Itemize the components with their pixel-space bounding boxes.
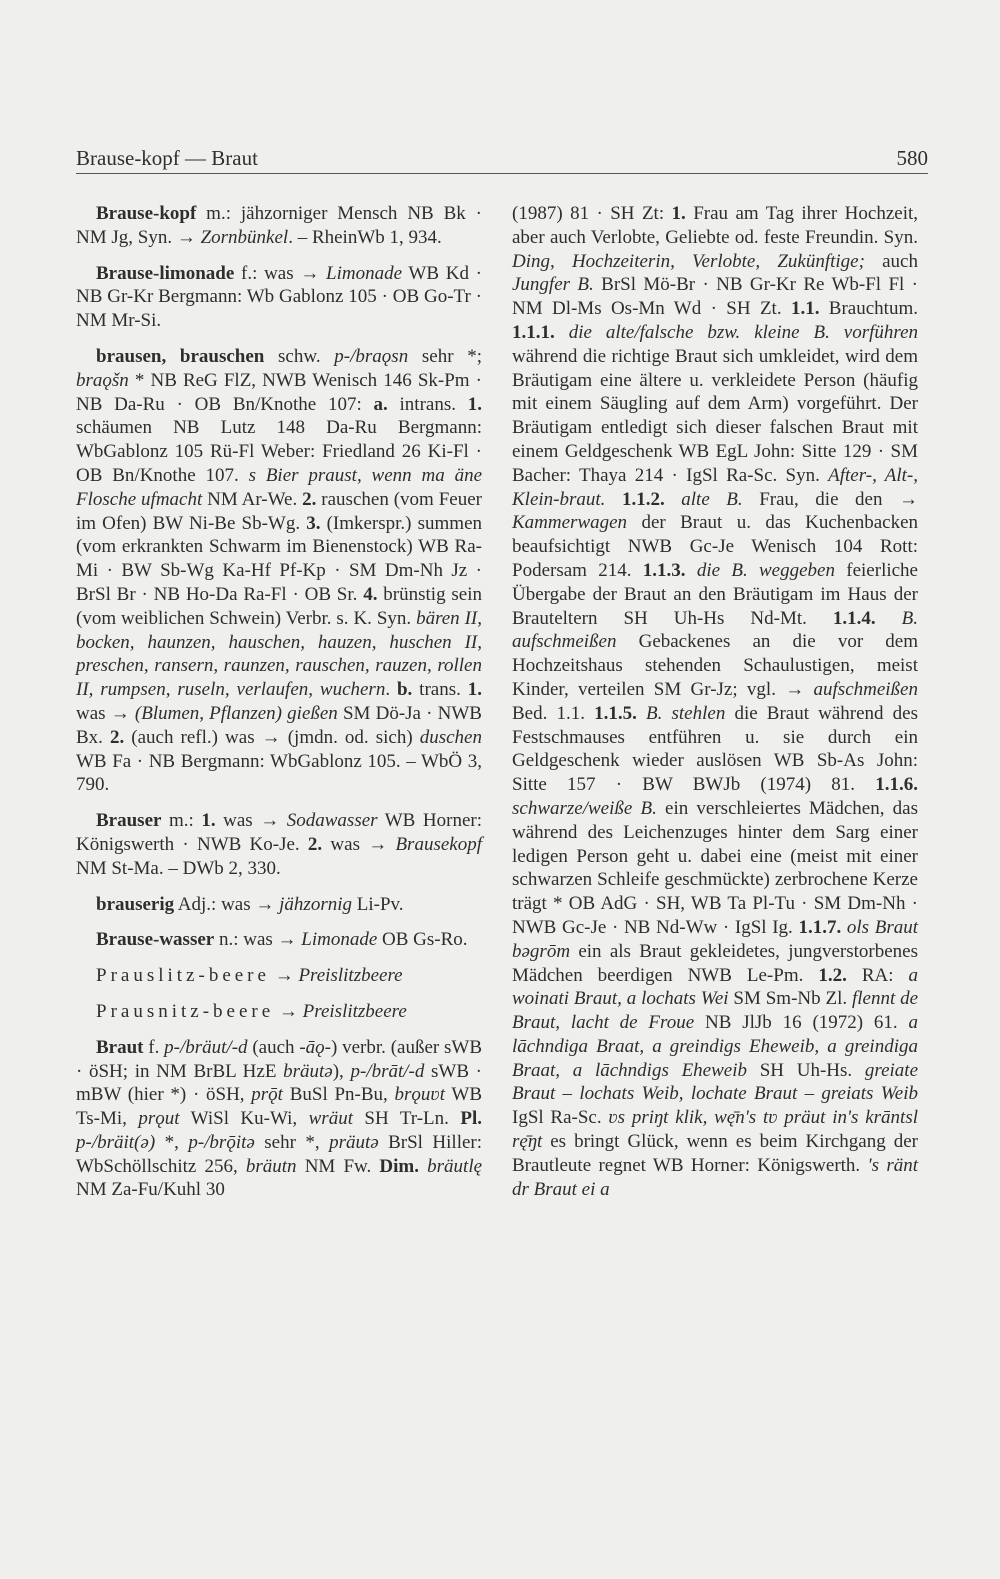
text-run: . – RheinWb 1, 934.: [288, 226, 442, 248]
text-run: feierliche Übergabe der Braut an den Bräutigam im Haus der Brauteltern SH Uh-Hs Nd-Mt.: [512, 559, 918, 629]
italic-text: greiate Braut – lochats Weib, lochate Braut – greiats Weib: [512, 1059, 919, 1105]
text-run: [605, 489, 622, 510]
italic-text: p-/braǫsn: [334, 345, 409, 367]
italic-text: die B. weggeben: [696, 559, 835, 581]
text-run: rauschen (vom Feuer im Ofen) BW Ni-Be Sb-Wg.: [76, 488, 482, 534]
text-run: [665, 489, 682, 510]
dictionary-entry: [76, 928, 482, 952]
bold-text: brauserig: [96, 893, 175, 915]
bold-text: 1.: [671, 203, 686, 224]
italic-text: B. aufschmeißen: [512, 607, 918, 653]
bold-text: Braut: [96, 1036, 144, 1058]
italic-text: wräut: [308, 1108, 353, 1130]
text-run: Prauslitz-beere: [96, 965, 270, 987]
italic-text: Limonade: [301, 929, 378, 951]
text-run: →: [269, 965, 299, 987]
bold-text: 1.: [201, 810, 216, 832]
bold-text: 1.1.3.: [642, 559, 686, 581]
page-number: 580: [896, 146, 928, 170]
text-run: SM Sm-Nb Zl.: [728, 988, 852, 1010]
text-run: auch: [864, 250, 918, 272]
italic-text: prǫut: [138, 1108, 180, 1130]
bold-text: 3.: [306, 512, 321, 534]
bold-text: 2.: [302, 488, 317, 510]
text-run: →: [274, 1000, 303, 1022]
text-run: Bed. 1.1.: [512, 702, 595, 724]
bold-text: 2.: [307, 833, 323, 855]
text-run: [686, 560, 697, 581]
text-run: m.: jähzorniger Mensch NB Bk · NM Jg, Syn. →: [76, 203, 482, 248]
text-run: [555, 322, 569, 343]
italic-text: aufschmeißen: [813, 678, 918, 700]
text-run: Frau, die den →: [742, 488, 919, 510]
text-run: [419, 1156, 427, 1177]
italic-text: alte B.: [681, 488, 743, 510]
bold-text: 1.1.1.: [512, 321, 555, 343]
italic-text: schwarze/weiße B.: [512, 797, 657, 819]
italic-text: s Bier praust, wenn ma äne Flosche ufmacht: [76, 464, 482, 510]
text-run: SH Uh-Hs.: [747, 1059, 865, 1081]
text-run: BuSl Pn-Bu,: [282, 1084, 395, 1106]
italic-text: ʋs priŋt klik, wę̄n's tʋ präut in's krāntsl rę̄ŋt: [512, 1107, 918, 1153]
italic-text: 's ränt dr Braut ei a: [512, 1154, 918, 1200]
italic-text: bräutlę: [427, 1155, 483, 1177]
bold-text: 1.2.: [818, 964, 847, 986]
italic-text: Sodawasser: [286, 810, 378, 832]
bold-text: Pl.: [460, 1108, 482, 1130]
bold-text: Brause-limonade: [96, 262, 235, 284]
text-run: was →: [76, 702, 135, 724]
italic-text: Kammerwagen: [512, 512, 628, 534]
bold-text: 4.: [363, 583, 378, 605]
text-run: es bringt Glück, wenn es beim Kirchgang der Brautleute regnet WB Horner: Königswerth.: [512, 1131, 918, 1176]
text-run: NM St-Ma. – DWb 2, 330.: [76, 857, 281, 879]
text-run: IgSl Ra-Sc.: [512, 1107, 609, 1129]
text-run: intrans.: [387, 393, 468, 415]
text-run: RA:: [846, 964, 909, 986]
text-run: ),: [332, 1060, 351, 1082]
text-run: BrSl Hiller: WbSchöllschitz 256,: [76, 1131, 483, 1177]
running-title: Brause-kopf — Braut: [76, 146, 258, 170]
header-rule: [76, 173, 928, 174]
italic-text: die alte/falsche bzw. kleine B. vorführen: [568, 321, 918, 343]
italic-text: (Blumen, Pflanzen) gießen: [134, 702, 338, 724]
text-run: SM Dö-Ja · NWB Bx.: [76, 702, 482, 748]
text-run: f.: [143, 1036, 165, 1058]
text-run: WiSl Ku-Wi,: [179, 1108, 309, 1130]
bold-text: Brause-kopf: [96, 203, 197, 224]
text-run: (Imkerspr.) summen (vom erkrankten Schwarm im Bienenstock) WB Ra-Mi · BW Sb-Wg Ka-Hf Pf-Kp · SM Dm-Nh Jz · BrSl Br · NB Ho-Da Ra-Fl · OB Sr.: [76, 512, 483, 605]
text-run: (auch: [247, 1036, 300, 1058]
bold-text: 1.1.: [790, 298, 820, 320]
dictionary-entry: [76, 202, 482, 250]
italic-text: B. stehlen: [646, 702, 726, 724]
italic-text: brǫuʋt: [394, 1084, 445, 1106]
italic-text: p-/bräit(ə): [76, 1131, 156, 1153]
text-run: Adj.: was →: [174, 893, 280, 915]
italic-text: Preislitzbeere: [302, 1000, 407, 1022]
bold-text: Dim.: [379, 1155, 419, 1177]
italic-text: -āǫ-: [299, 1036, 331, 1058]
italic-text: prǭt: [251, 1084, 283, 1106]
italic-text: präutə: [329, 1131, 379, 1153]
italic-text: jähzornig: [279, 893, 352, 915]
italic-text: After-, Alt-, Klein-braut.: [512, 464, 918, 510]
dictionary-entry: [512, 202, 918, 1201]
text-run: ein als Braut gekleidetes, jungverstorbenes Mädchen beerdigen NWB Le-Pm.: [512, 940, 918, 986]
text-run: NM Ar-We.: [202, 488, 303, 510]
dictionary-entry: [76, 964, 482, 988]
bold-text: b.: [396, 679, 413, 701]
italic-text: duschen: [419, 726, 482, 748]
text-run: was →: [322, 833, 396, 855]
text-run: Li-Pv.: [352, 893, 404, 915]
text-run: schw.: [264, 345, 335, 367]
bold-text: Brauser: [96, 810, 162, 832]
bold-text: brausen, brauschen: [96, 345, 265, 367]
italic-text: p-/brāt/-d: [350, 1060, 425, 1082]
text-run: Prausnitz-beere: [96, 1000, 275, 1022]
text-run: NB JlJb 16 (1972) 61.: [694, 1012, 909, 1034]
bold-text: 1.1.2.: [621, 488, 665, 510]
italic-text: Preislitzbeere: [298, 965, 403, 987]
text-run: WB Kd · NB Gr-Kr Bergmann: Wb Gablonz 105 · OB Go-Tr · NM Mr-Si.: [76, 262, 483, 332]
text-run: sWB · mBW (hier *) · öSH,: [76, 1060, 483, 1106]
dictionary-entry: [76, 809, 482, 880]
italic-text: a woinati Braut, a lochats Wei: [512, 964, 918, 1010]
italic-text: ols Braut bəgrōm: [512, 916, 919, 962]
text-run: die Braut während des Festschmauses entführen u. sie durch ein Geldgeschenk wieder auslösen WB Sb-As John: Sitte 157 · BW BWJb (1974) 81.: [512, 702, 919, 796]
text-run: Gebackenes an die vor dem Hochzeitshaus stehenden Schaulustigen, meist Kinder, verteilen SM Gr-Jz; vgl. →: [512, 631, 918, 700]
text-run: *,: [155, 1131, 189, 1153]
bold-text: a.: [373, 393, 388, 415]
text-run: WB Ts-Mi,: [76, 1084, 482, 1130]
text-run: schäumen NB Lutz 148 Da-Ru Bergmann: WbGablonz 105 Rü-Fl Weber: Friedland 26 Ki-Fl · OB Bn/Knothe 107.: [76, 417, 482, 486]
bold-text: Brause-wasser: [96, 929, 215, 951]
italic-text: bräutn: [245, 1155, 297, 1177]
running-header: [76, 144, 928, 172]
right-column: [512, 202, 918, 1213]
italic-text: p-/bräut/-d: [164, 1036, 248, 1058]
dictionary-entry: [76, 345, 482, 797]
bold-text: 2.: [109, 726, 125, 748]
bold-text: 1.1.7.: [798, 916, 842, 938]
text-run: was →: [215, 810, 287, 832]
text-run: während die richtige Braut sich umkleidet, wird dem Bräutigam eine ältere u. verkleidete Person (häufig mit einem Säugling auf dem Arm) vorgeführt. Der Bräutigam entledigt sich dieser falschen Braut mit einem Geldgeschenk WB EgL John: Sitte 129 · SM Bacher: Thaya 214 · IgSl Ra-Sc. Syn.: [512, 345, 918, 486]
dictionary-entry: [76, 893, 482, 917]
bold-text: 1.: [467, 393, 483, 415]
text-run: ein verschleiertes Mädchen, das während des Leichenzuges hinter dem Sarg einer ledigen Person geht u. dabei eine (meist mit einer schwarzen Schleife geschmückte) zerbrochene Kerze trägt * OB AdG · SH, WB Ta Pl-Tu · SM Dm-Nh · NWB Gc-Je · NB Nd-Ww · IgSl Ig.: [512, 797, 918, 938]
text-run: .: [385, 679, 397, 701]
text-run: OB Gs-Ro.: [377, 929, 468, 951]
text-run: WB Horner: Königswerth · NWB Ko-Je.: [76, 810, 482, 855]
text-run: f.: was →: [234, 262, 327, 284]
italic-text: a lāchndiga Braat, a greindigs Eheweib, a greindiga Braat, a lāchndigs Eheweib: [512, 1012, 918, 1081]
bold-text: 1.1.4.: [832, 607, 876, 629]
italic-text: bären II, bocken, haunzen, hauschen, hauzen, huschen II, preschen, ransern, raunzen, rauschen, rauzen, rollen II, rumpsen, ruseln, verlaufen, wuchern: [76, 607, 482, 701]
bold-text: 1.1.6.: [875, 774, 918, 796]
text-run: WB Fa · NB Bergmann: WbGablonz 105. – WbÖ 3, 790.: [76, 750, 482, 796]
text-run: NM Za-Fu/Kuhl 30: [76, 1179, 225, 1201]
text-run: brünstig sein (vom weiblichen Schwein) Verbr. s. K. Syn.: [76, 583, 482, 629]
text-run: der Braut u. das Kuchenbacken beaufsichtigt NWB Gc-Je Wenisch 104 Rott: Podersam 214.: [512, 512, 918, 581]
text-run: [637, 703, 646, 724]
italic-text: Limonade: [326, 262, 403, 284]
text-run: m.:: [161, 810, 202, 832]
text-run: (1987) 81 · SH Zt:: [512, 203, 672, 224]
text-run: BrSl Mö-Br · NB Gr-Kr Re Wb-Fl Fl · NM Dl-Ms Os-Mn Wd · SH Zt.: [512, 274, 919, 320]
italic-text: p-/brǭitə: [188, 1131, 255, 1153]
italic-text: Jungfer B.: [512, 274, 594, 296]
text-run: [876, 608, 902, 629]
dictionary-entry: [76, 262, 482, 333]
text-run: ) verbr. (außer sWB · öSH; in NM BrBL HzE: [76, 1036, 483, 1082]
text-run: SH Tr-Ln.: [352, 1108, 461, 1130]
text-run: sehr *;: [408, 345, 482, 367]
text-run: NM Fw.: [296, 1155, 380, 1177]
text-run: * NB ReG FlZ, NWB Wenisch 146 Sk-Pm · NB Da-Ru · OB Bn/Knothe 107:: [76, 369, 482, 415]
dictionary-entry: [76, 1036, 482, 1203]
italic-text: braǫšn: [76, 369, 129, 391]
italic-text: bräutə: [283, 1060, 333, 1082]
text-run: Brauchtum.: [819, 298, 918, 320]
bold-text: 1.1.5.: [594, 702, 637, 724]
italic-text: Zornbünkel: [200, 226, 289, 248]
text-run: n.: was →: [214, 929, 302, 951]
bold-text: 1.: [467, 679, 483, 701]
text-run: Frau am Tag ihrer Hochzeit, aber auch Verlobte, Geliebte od. feste Freundin. Syn.: [512, 203, 919, 248]
italic-text: Ding, Hochzeiterin, Verlobte, Zukünftige;: [512, 250, 865, 272]
text-run: (auch refl.) was → (jmdn. od. sich): [124, 726, 420, 748]
italic-text: Brausekopf: [395, 833, 482, 855]
left-column: [76, 202, 482, 1214]
dictionary-entry: [76, 1000, 482, 1024]
text-run: sehr *,: [254, 1131, 330, 1153]
text-run: trans.: [412, 679, 468, 701]
italic-text: flennt de Braut, lacht de Froue: [512, 988, 918, 1034]
